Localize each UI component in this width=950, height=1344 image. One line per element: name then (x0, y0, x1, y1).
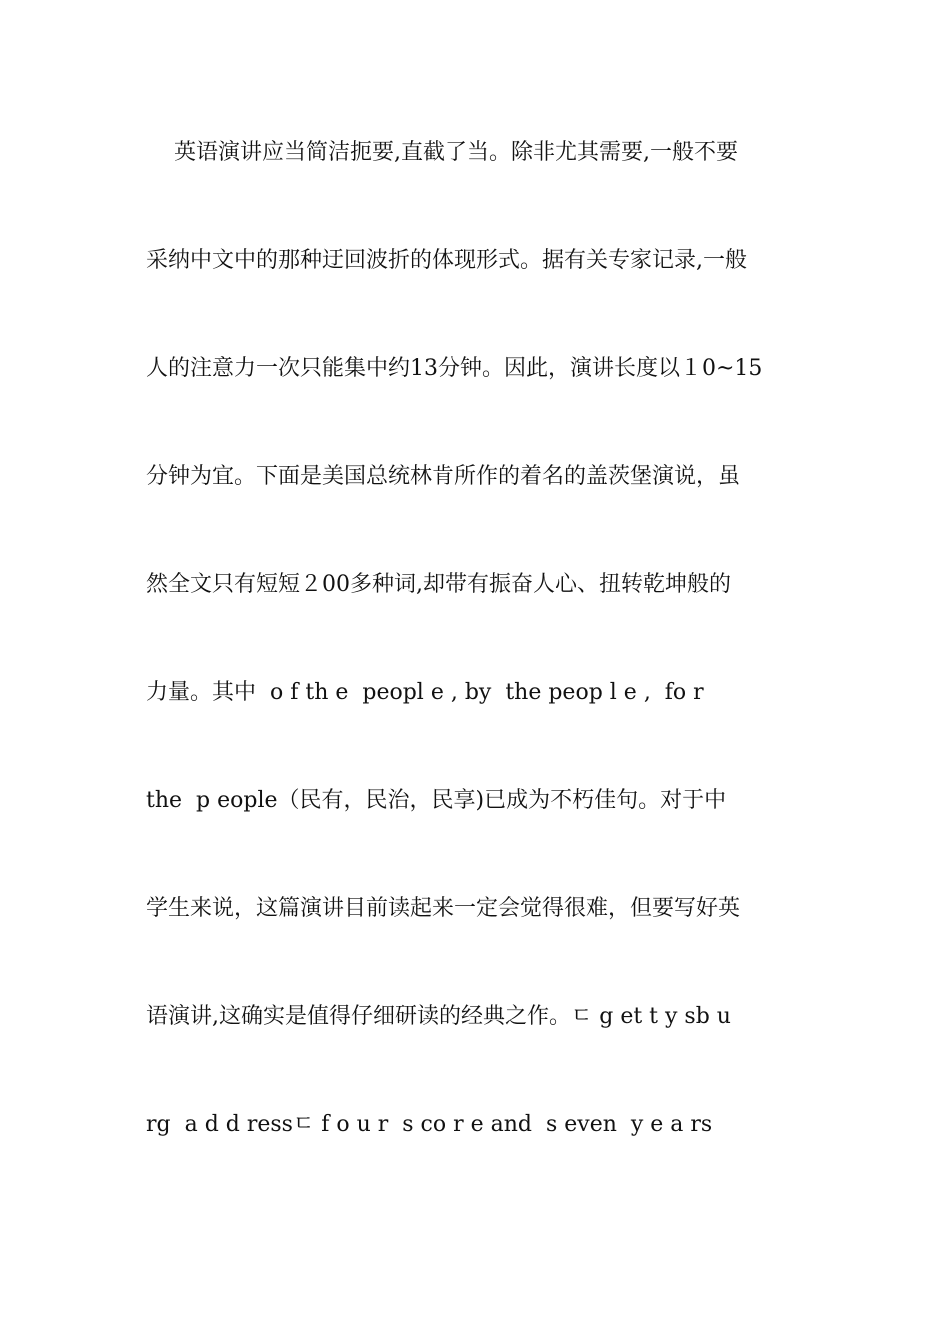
paragraph-line-8: 学生来说，这篇演讲目前读起来一定会觉得很难，但要写好英 (146, 896, 741, 921)
paragraph-line-1: 英语演讲应当简洁扼要,直截了当。除非尤其需要,一般不要 (146, 140, 738, 165)
paragraph-line-7: the p eople（民有，民治，民享)已成为不朽佳句。对于中 (146, 788, 727, 813)
paragraph-line-3: 人的注意力一次只能集中约13分钟。因此，演讲长度以１0~15 (146, 356, 763, 381)
paragraph-line-9: 语演讲,这确实是值得仔细研读的经典之作。ﾧ g et t y sb u (146, 1004, 731, 1029)
paragraph-line-4: 分钟为宜。下面是美国总统林肯所作的着名的盖茨堡演说，虽 (146, 464, 741, 489)
paragraph-line-5: 然全文只有短短２00多种词,却带有振奋人心、扭转乾坤般的 (146, 572, 731, 597)
paragraph-line-6: 力量。其中 o f th e peopl e , by the peop l e , fo r (146, 680, 704, 705)
paragraph-line-10: rg a d d ressﾧ f o u r s co r e and s even y e a rs (146, 1112, 713, 1137)
paragraph-line-2: 采纳中文中的那种迂回波折的体现形式。据有关专家记录,一般 (146, 248, 747, 273)
